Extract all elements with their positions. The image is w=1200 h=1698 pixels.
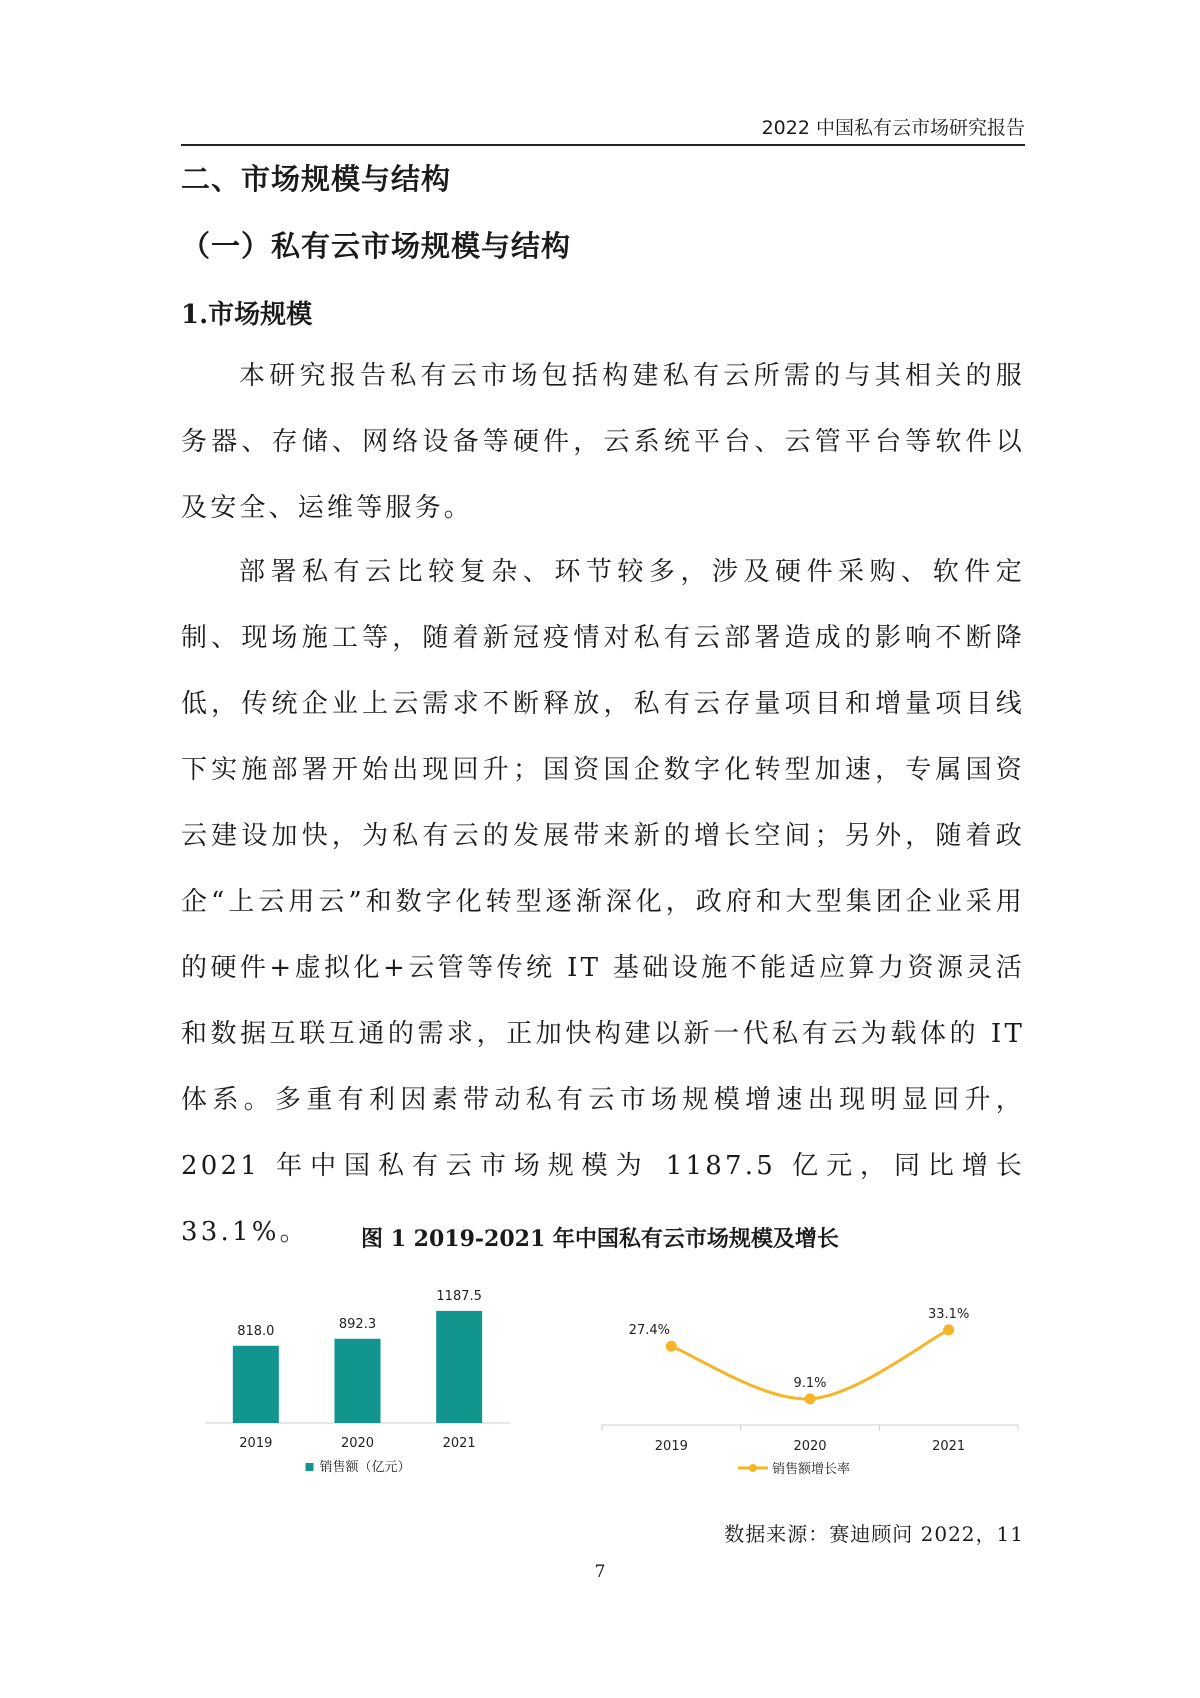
bar-x-tick-2020: 2020 bbox=[340, 1436, 375, 1451]
line-legend-label: 销售额增长率 bbox=[772, 1462, 851, 1477]
growth-value-label-2020: 9.1% bbox=[793, 1375, 827, 1391]
figure-charts bbox=[190, 1270, 1020, 1500]
growth-value-label-2019: 27.4% bbox=[628, 1323, 670, 1339]
charts-svg bbox=[190, 1270, 1020, 1500]
line-x-tick-2019: 2019 bbox=[654, 1439, 688, 1454]
bar-2019 bbox=[233, 1346, 279, 1423]
bar-value-label-2020: 892.3 bbox=[338, 1316, 377, 1332]
bar-value-label-2021: 1187.5 bbox=[436, 1288, 482, 1304]
bar-legend-label: 销售额（亿元） bbox=[319, 1460, 411, 1475]
line-legend-swatch-dot bbox=[749, 1464, 757, 1472]
page-header bbox=[181, 118, 1025, 146]
bar-2020 bbox=[335, 1339, 381, 1423]
bar-2021 bbox=[436, 1311, 482, 1423]
section-heading: 二、市场规模与结构 bbox=[181, 162, 452, 196]
paragraph-market-analysis: 部署私有云比较复杂、环节较多，涉及硬件采购、软件定制、现场施工等，随着新冠疫情对私有云部署造成的影响不断降低，传统企业上云需求不断释放，私有云存量项目和增量项目线下实施部署开始出现回升；国资国企数字化转型加速，专属国资云建设加快，为私有云的发展带来新的增长空间；另外，随着政企“上云用云”和数字化转型逐渐深化，政府和大型集团企业采用的硬件+虚拟化+云管等传统 IT 基础设施不能适应算力资源灵活和数据互联互通的需求，正加快构建以新一代私有云为载体的 IT 体系。多重有利因素带动私有云市场规模增速出现明显回升，2021 年中国私有云市场规模为 1187.5 亿元，同比增长 33.1%。 bbox=[181, 557, 1025, 1247]
bar-legend-swatch bbox=[306, 1463, 314, 1471]
growth-point-2021 bbox=[943, 1324, 954, 1335]
bar-x-tick-2019: 2019 bbox=[239, 1436, 273, 1451]
data-source-note: 数据来源：赛迪顾问 2022，11 bbox=[724, 1522, 1024, 1546]
subsection-heading: （一）私有云市场规模与结构 bbox=[181, 229, 572, 263]
growth-value-label-2021: 33.1% bbox=[928, 1306, 970, 1322]
growth-point-2020 bbox=[805, 1393, 816, 1404]
figure-caption: 图 1 2019-2021 年中国私有云市场规模及增长 bbox=[361, 1226, 839, 1252]
topic-heading: 1.市场规模 bbox=[181, 300, 313, 330]
bar-value-label-2019: 818.0 bbox=[237, 1323, 275, 1339]
bar-x-tick-2021: 2021 bbox=[442, 1436, 476, 1451]
growth-point-2019 bbox=[666, 1341, 677, 1352]
page-number: 7 bbox=[594, 1562, 606, 1582]
line-x-tick-2021: 2021 bbox=[932, 1439, 966, 1454]
line-x-tick-2020: 2020 bbox=[793, 1439, 827, 1454]
header-title: 2022 中国私有云市场研究报告 bbox=[761, 117, 1025, 139]
paragraph-scope: 本研究报告私有云市场包括构建私有云所需的与其相关的服务器、存储、网络设备等硬件，云系统平台、云管平台等软件以及安全、运维等服务。 bbox=[181, 361, 1025, 523]
